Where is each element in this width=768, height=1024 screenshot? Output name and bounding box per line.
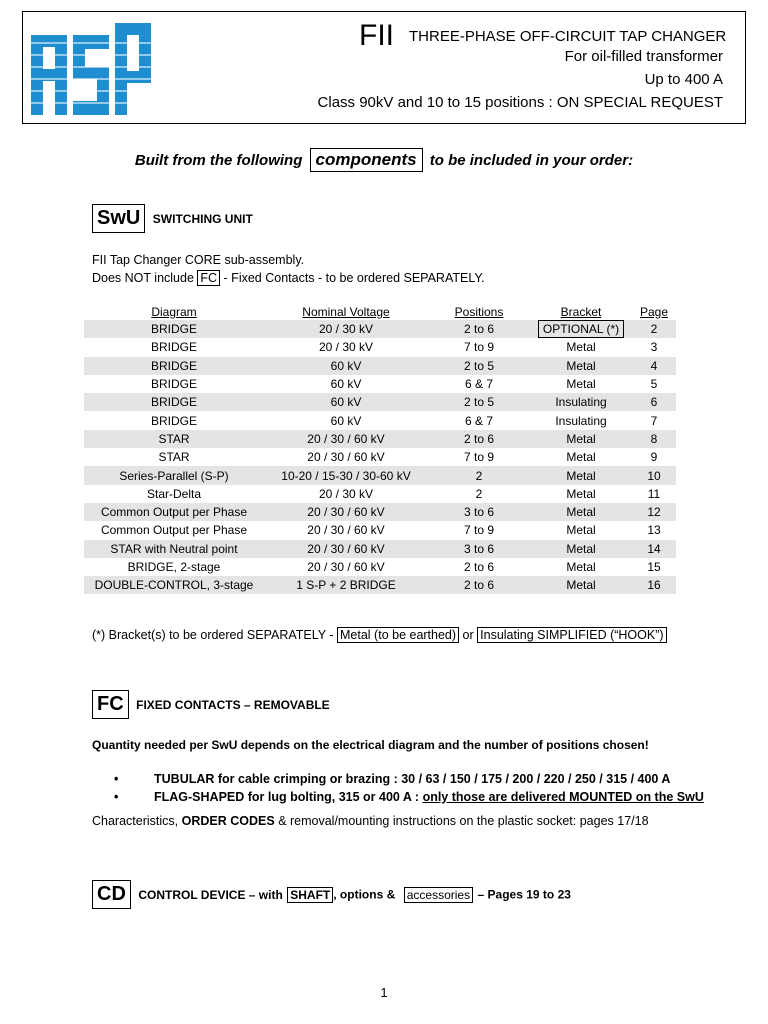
cell-diagram: BRIDGE: [150, 340, 197, 355]
cell-voltage: 20 / 30 / 60 kV: [264, 503, 428, 521]
fc-line-1: Quantity needed per SwU depends on the electrical diagram and the number of positions chosen!: [92, 738, 649, 752]
cell-bracket: Metal: [566, 486, 596, 501]
cell-page: 7: [650, 413, 658, 428]
bullet-icon: •: [114, 772, 119, 786]
cell-positions: 7 to 9: [463, 450, 495, 465]
note-before: (*) Bracket(s) to be ordered SEPARATELY -: [92, 628, 334, 642]
cell-bracket: Metal: [566, 377, 596, 392]
table-row: [84, 430, 676, 448]
cell-diagram: DOUBLE-CONTROL, 3-stage: [84, 576, 264, 594]
table-row: [84, 320, 676, 338]
swu-line-2-before: Does NOT include: [92, 271, 194, 285]
cell-bracket: Metal: [530, 540, 632, 558]
cell-positions: 2 to 6: [463, 560, 495, 574]
table-row: [84, 375, 676, 393]
cell-voltage: 20 / 30 / 60 kV: [307, 560, 385, 574]
fc-heading: [92, 690, 330, 719]
cell-positions: 2 to 6: [428, 576, 530, 594]
cell-positions: 7 to 9: [463, 340, 495, 355]
bullet-text-1: TUBULAR for cable crimping or brazing : 30 / 63 / 150 / 175 / 200 / 220 / 250 / 315 / 400 A: [154, 772, 671, 786]
table-row: [84, 466, 676, 484]
cell-voltage: 20 / 30 / 60 kV: [264, 540, 428, 558]
cell-page: 8: [632, 430, 676, 448]
cell-voltage: 1 S-P + 2 BRIDGE: [264, 576, 428, 594]
list-item: [92, 770, 704, 788]
cd-title-b: , options &: [333, 887, 396, 902]
table-row: [84, 357, 676, 375]
cell-voltage: 20 / 30 kV: [318, 486, 374, 501]
cell-bracket: Metal: [566, 560, 596, 574]
cell-bracket: Metal: [566, 523, 596, 538]
cell-diagram: BRIDGE: [84, 357, 264, 375]
cd-title-c: – Pages 19 to 23: [477, 887, 571, 902]
fc-code: FC: [92, 690, 129, 719]
cell-positions: 2 to 6: [428, 430, 530, 448]
cell-diagram: Common Output per Phase: [84, 503, 264, 521]
header-box: [22, 11, 746, 124]
header-line-3: Class 90kV and 10 to 15 positions : ON SPECIAL REQUEST: [317, 94, 723, 111]
cd-shaft-box: SHAFT: [287, 887, 333, 903]
cd-accessories-box: accessories: [404, 887, 473, 903]
table-row: [84, 503, 676, 521]
cell-page: 14: [632, 540, 676, 558]
intro-before: Built from the following: [134, 152, 303, 169]
cell-bracket: Metal: [530, 430, 632, 448]
swu-title: SWITCHING UNIT: [152, 211, 253, 226]
table-row: [84, 485, 676, 503]
cell-bracket: [530, 320, 632, 338]
cell-positions: 2 to 5: [428, 357, 530, 375]
bullet-icon: •: [114, 790, 119, 804]
table-header-row: [84, 303, 676, 320]
cell-bracket: Metal: [566, 340, 596, 355]
cell-diagram: STAR: [158, 450, 190, 465]
cell-diagram: BRIDGE, 2-stage: [127, 560, 221, 574]
fc-ref-box: FC: [197, 270, 220, 286]
cell-positions: 6 & 7: [464, 377, 494, 392]
table-row: [84, 576, 676, 594]
table-row: [84, 558, 676, 576]
swu-heading: [92, 204, 253, 233]
cd-heading: [92, 880, 571, 909]
cell-page: 6: [632, 393, 676, 411]
list-item: [92, 788, 704, 806]
cell-voltage: 60 kV: [330, 413, 362, 428]
cell-bracket: Metal: [566, 450, 596, 465]
cell-positions: 2 to 5: [428, 393, 530, 411]
header-line-1: For oil-filled transformer: [564, 48, 723, 65]
col-bracket-header: Bracket: [560, 304, 602, 319]
cell-page: 11: [647, 486, 661, 501]
cell-positions: 2: [475, 486, 483, 501]
cell-page: 2: [632, 320, 676, 338]
table-row: [84, 448, 676, 466]
col-page-header: Page: [639, 304, 669, 319]
cell-page: 3: [650, 340, 658, 355]
cell-positions: 2 to 6: [428, 320, 530, 338]
table-row: [84, 411, 676, 429]
col-voltage-header: Nominal Voltage: [302, 304, 390, 319]
cell-bracket: Metal: [530, 503, 632, 521]
swu-code: SwU: [92, 204, 145, 233]
swu-line-1: FII Tap Changer CORE sub-assembly.: [92, 253, 305, 267]
swu-line-2-after: - Fixed Contacts - to be ordered SEPARATELY.: [223, 271, 485, 285]
cd-code: CD: [92, 880, 131, 909]
cell-voltage: 20 / 30 kV: [318, 340, 374, 355]
cd-title-a: CONTROL DEVICE – with: [138, 887, 283, 902]
product-title: THREE-PHASE OFF-CIRCUIT TAP CHANGER: [409, 28, 727, 45]
cell-page: 12: [632, 503, 676, 521]
cell-diagram: Star-Delta: [146, 486, 202, 501]
cell-diagram: Common Output per Phase: [100, 523, 248, 538]
cell-voltage: 20 / 30 / 60 kV: [264, 430, 428, 448]
cell-page: 10: [632, 466, 676, 484]
cell-page: 4: [632, 357, 676, 375]
intro-after: to be included in your order:: [429, 152, 634, 169]
cell-diagram: BRIDGE: [150, 413, 197, 428]
cell-voltage: 20 / 30 / 60 kV: [307, 523, 385, 538]
cell-bracket: Metal: [530, 466, 632, 484]
table-row: [84, 393, 676, 411]
cell-voltage: 10-20 / 15-30 / 30-60 kV: [264, 466, 428, 484]
swu-line-2: [92, 271, 485, 285]
bullet-text-2: FLAG-SHAPED for lug bolting, 315 or 400 A :: [154, 790, 420, 804]
header-line-2: Up to 400 A: [644, 71, 723, 88]
cell-positions: 3 to 6: [428, 503, 530, 521]
cell-page: 9: [650, 450, 658, 465]
cell-voltage: 60 kV: [264, 393, 428, 411]
optional-bracket-box: OPTIONAL (*): [538, 320, 624, 338]
cell-page: 5: [650, 377, 658, 392]
fc-line-2-a: Characteristics,: [92, 814, 179, 828]
fc-line-2-c: & removal/mounting instructions on the plastic socket: pages 17/18: [278, 814, 649, 828]
cell-bracket: Metal: [530, 576, 632, 594]
cell-voltage: 60 kV: [264, 357, 428, 375]
fc-line-2-b: ORDER CODES: [181, 814, 275, 828]
intro-line: [0, 148, 768, 172]
swu-table: [84, 303, 676, 594]
cell-bracket: Insulating: [530, 393, 632, 411]
col-diagram-header: Diagram: [151, 304, 197, 319]
cell-diagram: BRIDGE: [84, 320, 264, 338]
note-insulating-box: Insulating SIMPLIFIED (“HOOK”): [477, 627, 666, 643]
note-metal-box: Metal (to be earthed): [337, 627, 459, 643]
cell-page: 16: [632, 576, 676, 594]
cell-positions: 2: [428, 466, 530, 484]
cell-positions: 6 & 7: [464, 413, 494, 428]
cell-diagram: Series-Parallel (S-P): [84, 466, 264, 484]
fc-bullet-list: [92, 770, 704, 806]
product-code: FII: [359, 19, 394, 52]
cell-voltage: 20 / 30 kV: [264, 320, 428, 338]
bullet-text-2-underlined: only those are delivered MOUNTED on the SwU: [422, 790, 704, 804]
cell-diagram: STAR with Neutral point: [84, 540, 264, 558]
cell-bracket: Metal: [530, 357, 632, 375]
note-or: or: [462, 628, 474, 642]
cell-diagram: BRIDGE: [150, 377, 197, 392]
page-number: 1: [380, 985, 388, 1000]
bracket-note: [92, 628, 667, 642]
cell-bracket: Insulating: [555, 413, 607, 428]
table-row: [84, 540, 676, 558]
asp-logo: [29, 21, 155, 117]
table-row: [84, 521, 676, 539]
components-box: components: [310, 148, 423, 172]
col-positions-header: Positions: [454, 304, 504, 319]
cell-voltage: 60 kV: [330, 377, 362, 392]
cell-page: 15: [647, 560, 661, 574]
fc-title: FIXED CONTACTS – REMOVABLE: [136, 697, 330, 712]
cell-voltage: 20 / 30 / 60 kV: [307, 450, 385, 465]
cell-positions: 7 to 9: [463, 523, 495, 538]
cell-diagram: BRIDGE: [84, 393, 264, 411]
cell-page: 13: [647, 523, 661, 538]
cell-positions: 3 to 6: [428, 540, 530, 558]
table-row: [84, 338, 676, 356]
fc-line-2: [92, 814, 649, 828]
cell-diagram: STAR: [84, 430, 264, 448]
